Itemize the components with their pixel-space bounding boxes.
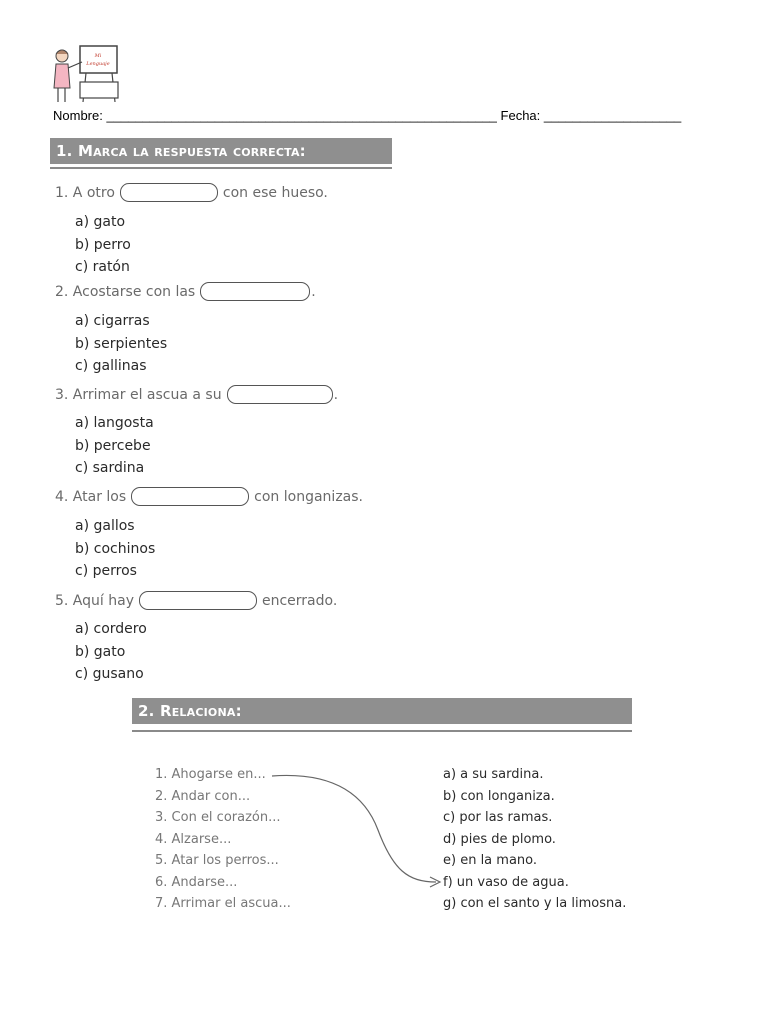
question-2-options [75, 310, 167, 378]
teacher-board-icon [50, 44, 120, 106]
option-2a[interactable]: a) cigarras [75, 313, 150, 329]
match-left-4[interactable]: 4. Alzarse... [155, 831, 232, 847]
question-4-after: con longanizas. [254, 488, 363, 505]
question-4-before: 4. Atar los [55, 488, 127, 505]
answer-blank-3[interactable] [227, 385, 333, 404]
question-2-before: 2. Acostarse con las [55, 283, 196, 300]
option-3a[interactable]: a) langosta [75, 415, 154, 431]
question-1-after: con ese hueso. [222, 184, 328, 201]
question-1-before: 1. A otro [55, 184, 115, 201]
name-date-line [53, 108, 713, 123]
option-3b[interactable]: b) percebe [75, 437, 151, 454]
match-left-2[interactable]: 2. Andar con... [155, 788, 251, 804]
match-right-c[interactable]: c) por las ramas. [443, 810, 553, 825]
question-1-options [75, 211, 131, 279]
match-left-5[interactable]: 5. Atar los perros... [155, 853, 279, 868]
option-5a[interactable]: a) cordero [75, 621, 147, 637]
section1-rule [50, 167, 392, 169]
question-5 [55, 591, 337, 610]
match-right-d[interactable]: d) pies de plomo. [443, 831, 556, 847]
answer-blank-4[interactable] [131, 487, 249, 506]
nombre-label: Nombre: [53, 108, 103, 123]
option-1b[interactable]: b) perro [75, 236, 131, 253]
option-5b[interactable]: b) gato [75, 643, 126, 660]
match-right-e[interactable]: e) en la mano. [443, 853, 538, 868]
answer-blank-5[interactable] [139, 591, 257, 610]
fecha-field[interactable]: ___________________ [543, 108, 682, 123]
option-1c[interactable]: c) ratón [75, 259, 130, 275]
question-5-before: 5. Aquí hay [55, 592, 134, 609]
fecha-label: Fecha: [500, 108, 541, 123]
question-3-after: . [333, 386, 339, 403]
match-left-7[interactable]: 7. Arrimar el ascua... [155, 896, 291, 911]
option-2b[interactable]: b) serpientes [75, 335, 168, 352]
logo-text-2: Lenguaje [86, 61, 110, 67]
answer-blank-2[interactable] [200, 282, 310, 301]
option-2c[interactable]: c) gallinas [75, 358, 147, 374]
match-left-3[interactable]: 3. Con el corazón... [155, 810, 281, 825]
option-4c[interactable]: c) perros [75, 563, 137, 579]
question-3-options [75, 412, 154, 480]
question-3-before: 3. Arrimar el ascua a su [55, 386, 222, 403]
question-4-options [75, 515, 155, 583]
question-4 [55, 487, 363, 506]
question-1 [55, 183, 328, 202]
section2-rule [132, 730, 632, 732]
option-1a[interactable]: a) gato [75, 214, 126, 230]
nombre-field[interactable]: ______________________________________________________ [106, 108, 497, 123]
logo-text-1: Mi [94, 53, 102, 59]
option-5c[interactable]: c) gusano [75, 666, 144, 682]
match-left-6[interactable]: 6. Andarse... [155, 874, 238, 890]
question-5-after: encerrado. [261, 592, 338, 609]
option-4a[interactable]: a) gallos [75, 518, 135, 534]
match-right-f[interactable]: f) un vaso de agua. [443, 874, 569, 890]
example-arrow [268, 770, 448, 890]
match-right-g[interactable]: g) con el santo y la limosna. [443, 896, 627, 911]
question-2 [55, 282, 316, 301]
question-3 [55, 385, 338, 404]
question-5-options [75, 618, 147, 686]
option-4b[interactable]: b) cochinos [75, 540, 156, 557]
match-right-b[interactable]: b) con longaniza. [443, 788, 555, 804]
section2-title: 2. Relaciona: [132, 698, 632, 724]
section1-title: 1. Marca la respuesta correcta: [50, 138, 392, 164]
option-3c[interactable]: c) sardina [75, 460, 145, 476]
answer-blank-1[interactable] [120, 183, 218, 202]
question-2-after: . [311, 283, 316, 300]
match-right-column [443, 764, 626, 915]
match-left-1[interactable]: 1. Ahogarse en... [155, 767, 266, 782]
match-right-a[interactable]: a) a su sardina. [443, 767, 544, 782]
teacher-logo [50, 44, 120, 106]
